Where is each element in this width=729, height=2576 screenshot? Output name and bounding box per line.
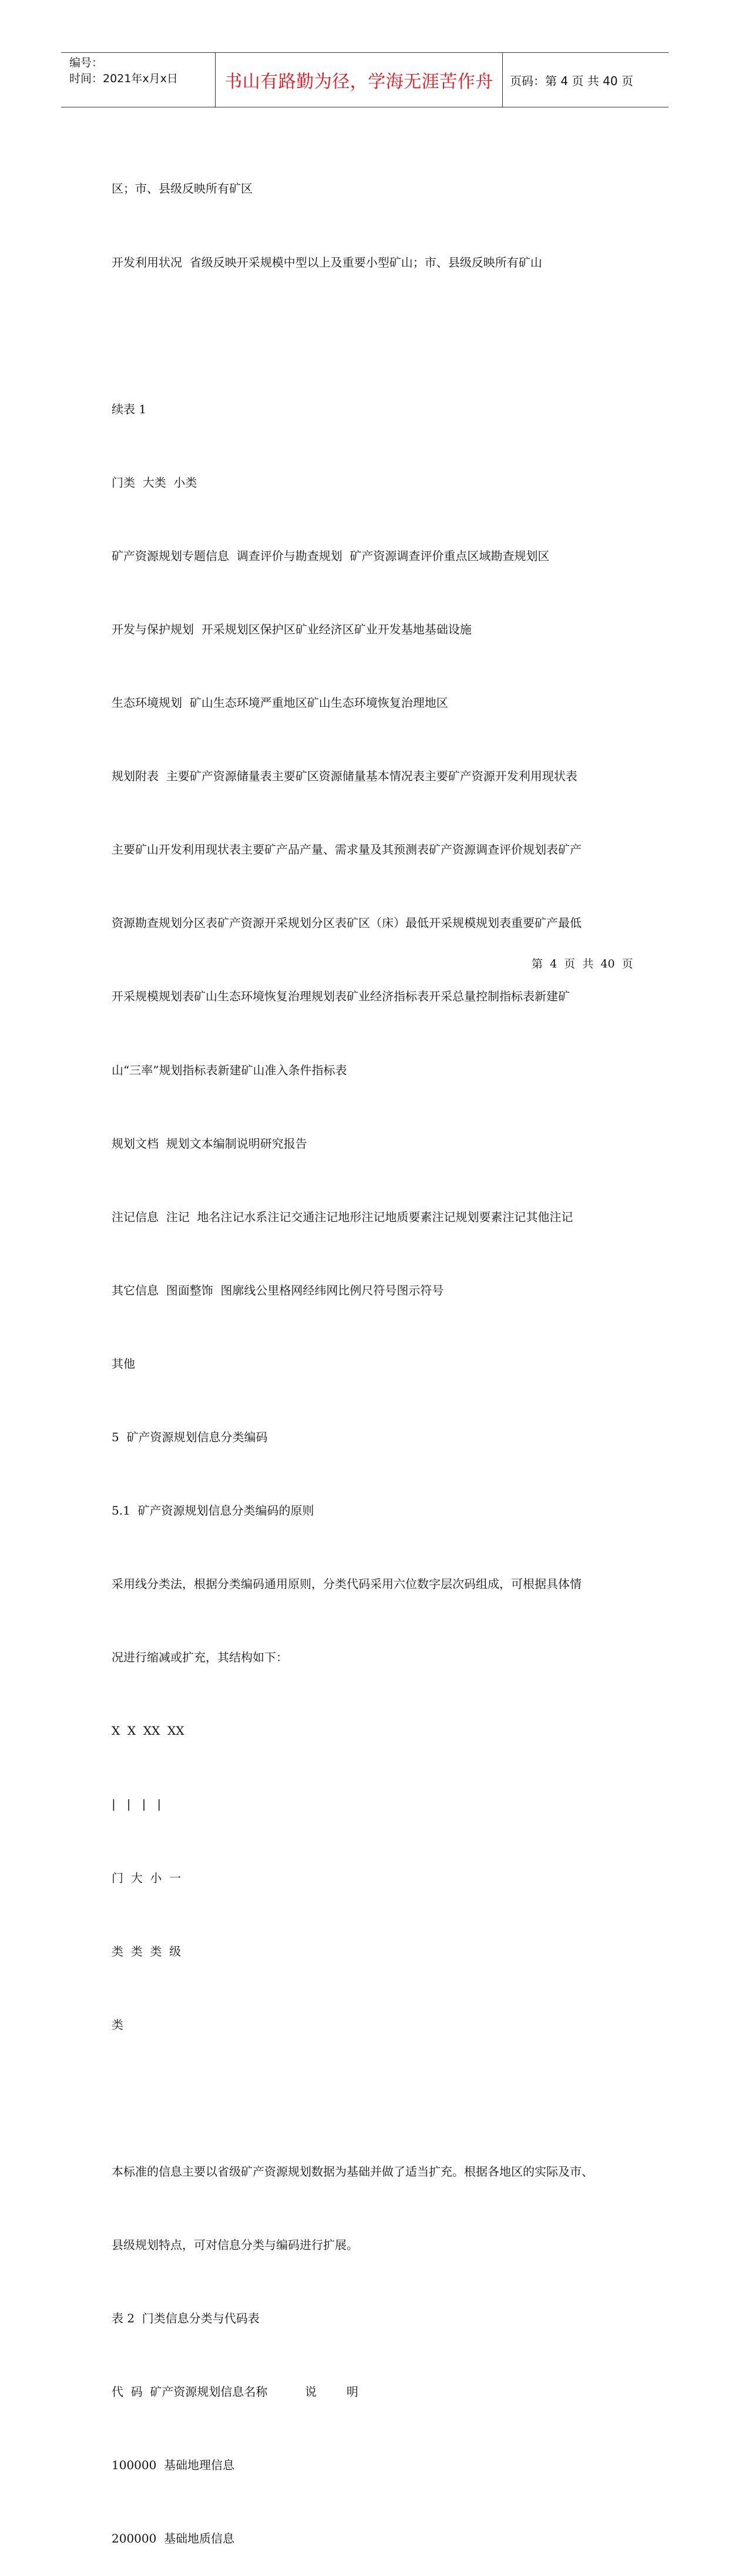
body-line: 续表 1 <box>112 402 147 416</box>
body-line: 本标准的信息主要以省级矿产资源规划数据为基础并做了适当扩充。根据各地区的实际及市、 <box>112 2164 593 2179</box>
body-line: 门 大 小 一 <box>112 1870 182 1885</box>
header-meta <box>61 53 216 107</box>
body-line: 类 <box>112 2017 123 2032</box>
body-line: 其他 <box>112 1356 135 1371</box>
page-footer: 第 4 页 共 40 页 <box>532 957 633 970</box>
body-line: 开发与保护规划 开采规划区保护区矿业经济区矿业开发基地基础设施 <box>112 622 472 636</box>
header-page-info: 页码：第 4 页 共 40 页 <box>510 73 633 88</box>
body-line: 注记信息 注记 地名注记水系注记交通注记地形注记地质要素注记规划要素注记其他注记 <box>112 1209 573 1224</box>
body-line: 其它信息 图面整饰 图廓线公里格网经纬网比例尺符号图示符号 <box>112 1283 444 1297</box>
body-line: 5 矿产资源规划信息分类编码 <box>112 1430 268 1444</box>
body-line: 矿产资源规划专题信息 调查评价与勘查规划 矿产资源调查评价重点区域勘查规划区 <box>112 548 550 563</box>
body-line: 采用线分类法，根据分类编码通用原则，分类代码采用六位数字层次码组成，可根据具体情 <box>112 1577 582 1592</box>
body-line: 类 类 类 级 <box>112 1944 182 1958</box>
body-line: 门类 大类 小类 <box>112 475 197 490</box>
body-line: 况进行缩减或扩充，其结构如下： <box>112 1650 288 1665</box>
body-line: 县级规划特点，可对信息分类与编码进行扩展。 <box>112 2238 358 2253</box>
body-line <box>112 324 629 349</box>
body-line: 开采规模规划表矿山生态环境恢复治理规划表矿业经济指标表开采总量控制指标表新建矿 <box>112 989 570 1004</box>
body-line: X X XX XX <box>112 1724 184 1738</box>
body-line: 山“三率”规划指标表新建矿山准入条件指标表 <box>112 1063 347 1077</box>
number-label: 编号： <box>69 56 103 69</box>
document-body <box>112 128 629 2576</box>
body-line: 主要矿山开发利用现状表主要矿产品产量、需求量及其预测表矿产资源调查评价规划表矿产 <box>112 842 582 857</box>
body-line <box>112 2086 629 2111</box>
body-line: 规划文档 规划文本编制说明研究报告 <box>112 1136 307 1151</box>
body-line: 资源勘查规划分区表矿产资源开采规划分区表矿区（床）最低开采规模规划表重要矿产最低 <box>112 916 582 930</box>
header-motto: 书山有路勤为径，学海无涯苦作舟 <box>216 53 503 107</box>
body-line: 200000 基础地质信息 <box>112 2531 235 2546</box>
body-line: 100000 基础地理信息 <box>112 2458 235 2473</box>
body-line: 开发利用状况 省级反映开采规模中型以上及重要小型矿山；市、县级反映所有矿山 <box>112 255 542 269</box>
body-line: | | | | <box>112 1797 162 1812</box>
page-header <box>61 52 668 107</box>
body-line: 代 码 矿产资源规划信息名称 说 明 <box>112 2385 358 2399</box>
body-line: 表 2 门类信息分类与代码表 <box>112 2311 260 2326</box>
body-line: 生态环境规划 矿山生态环境严重地区矿山生态环境恢复治理地区 <box>112 696 448 710</box>
body-line: 区；市、县级反映所有矿区 <box>112 181 253 196</box>
body-line: 5.1 矿产资源规划信息分类编码的原则 <box>112 1503 314 1518</box>
time-label: 时间：2021年x月x日 <box>69 72 178 85</box>
body-line: 规划附表 主要矿产资源储量表主要矿区资源储量基本情况表主要矿产资源开发利用现状表 <box>112 769 577 784</box>
